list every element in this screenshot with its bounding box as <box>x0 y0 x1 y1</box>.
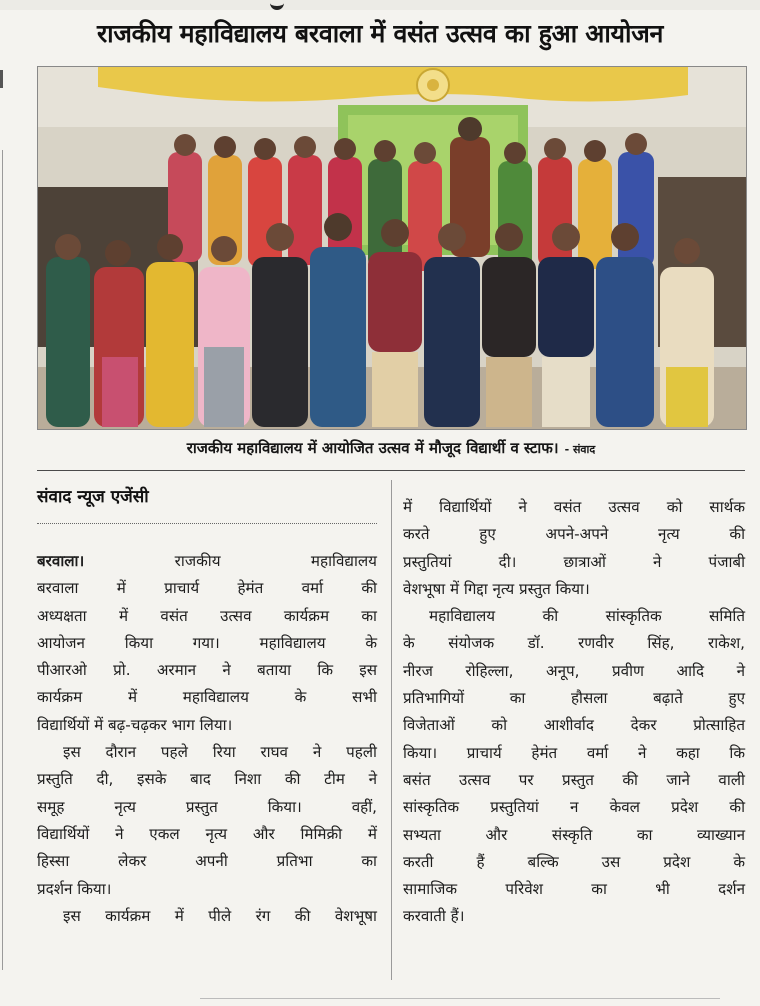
byline-rule <box>37 523 377 524</box>
body-line: प्रतिभागियों का हौसला बढ़ाते हुए <box>403 689 745 708</box>
article-column-right <box>403 494 745 931</box>
body-line: वेशभूषा में गिद्दा नृत्य प्रस्तुत किया। <box>403 579 590 598</box>
photo-credit: - संवाद <box>564 443 596 456</box>
body-line: के संयोजक डॉ. रणवीर सिंह, राकेश, <box>403 634 745 653</box>
cropped-letter-fragment <box>270 0 284 10</box>
caption-rule <box>37 470 745 471</box>
body-line: प्रस्तुति दी, इसके बाद निशा की टीम ने <box>37 770 377 789</box>
body-line: विद्यार्थियों ने एकल नृत्य और मिमिक्री में <box>37 824 377 843</box>
body-line: किया। प्राचार्य हेमंत वर्मा ने कहा कि <box>403 743 745 762</box>
article-column-left <box>37 548 377 930</box>
body-line: में विद्यार्थियों ने वसंत उत्सव को सार्थक <box>403 498 745 516</box>
body-line: महाविद्यालय की सांस्कृतिक समिति <box>429 607 745 626</box>
body-line: सामाजिक परिवेश का भी दर्शन <box>403 880 745 899</box>
previous-article-strip <box>0 0 760 10</box>
body-line: कार्यक्रम में महाविद्यालय के सभी <box>37 688 377 707</box>
body-line: प्रदर्शन किया। <box>37 879 112 898</box>
body-line: सांस्कृतिक प्रस्तुतियां न केवल प्रदेश की <box>403 798 745 817</box>
photo-caption <box>37 438 745 458</box>
body-line: बसंत उत्सव पर प्रस्तुत की जाने वाली <box>403 770 745 789</box>
body-line: करवाती हैं। <box>403 907 465 926</box>
body-line: समूह नृत्य प्रस्तुत किया। वहीं, <box>37 797 377 816</box>
body-line: बरवाला में प्राचार्य हेमंत वर्मा की <box>37 579 377 598</box>
bottom-rule <box>200 998 720 999</box>
body-line: आयोजन किया गया। महाविद्यालय के <box>37 633 377 652</box>
body-line: अध्यक्षता में वसंत उत्सव कार्यक्रम का <box>37 606 377 625</box>
dateline: बरवाला। <box>37 552 85 570</box>
body-line: प्रस्तुतियां दी। छात्राओं ने पंजाबी <box>403 552 745 571</box>
event-photo <box>37 66 747 430</box>
margin-rule <box>2 150 3 970</box>
caption-text: राजकीय महाविद्यालय में आयोजित उत्सव में मौजूद विद्यार्थी व स्टाफ। <box>186 439 559 457</box>
body-line: इस दौरान पहले रिया राघव ने पहली <box>63 743 377 762</box>
body-line: सभ्यता और संस्कृति का व्याख्यान <box>403 825 745 844</box>
column-divider <box>391 480 392 980</box>
body-line: विजेताओं को आशीर्वाद देकर प्रोत्साहित <box>403 716 745 735</box>
byline: संवाद न्यूज एजेंसी <box>37 487 149 507</box>
body-line: इस कार्यक्रम में पीले रंग की वेशभूषा <box>63 906 377 925</box>
body-text: राजकीय महाविद्यालय <box>84 552 377 570</box>
body-line: हिस्सा लेकर अपनी प्रतिभा का <box>37 852 377 871</box>
body-line: करते हुए अपने-अपने नृत्य की <box>403 525 745 544</box>
headline: राजकीय महाविद्यालय बरवाला में वसंत उत्सव का हुआ आयोजन <box>96 19 664 48</box>
body-line: नीरज रोहिल्ला, अनूप, प्रवीण आदि ने <box>403 661 745 680</box>
margin-mark <box>0 70 3 88</box>
body-line: विद्यार्थियों में बढ़-चढ़कर भाग लिया। <box>37 715 233 734</box>
body-line <box>37 548 377 575</box>
body-line: पीआरओ प्रो. अरमान ने बताया कि इस <box>37 661 377 680</box>
body-line: करती हैं बल्कि उस प्रदेश के <box>403 852 745 871</box>
